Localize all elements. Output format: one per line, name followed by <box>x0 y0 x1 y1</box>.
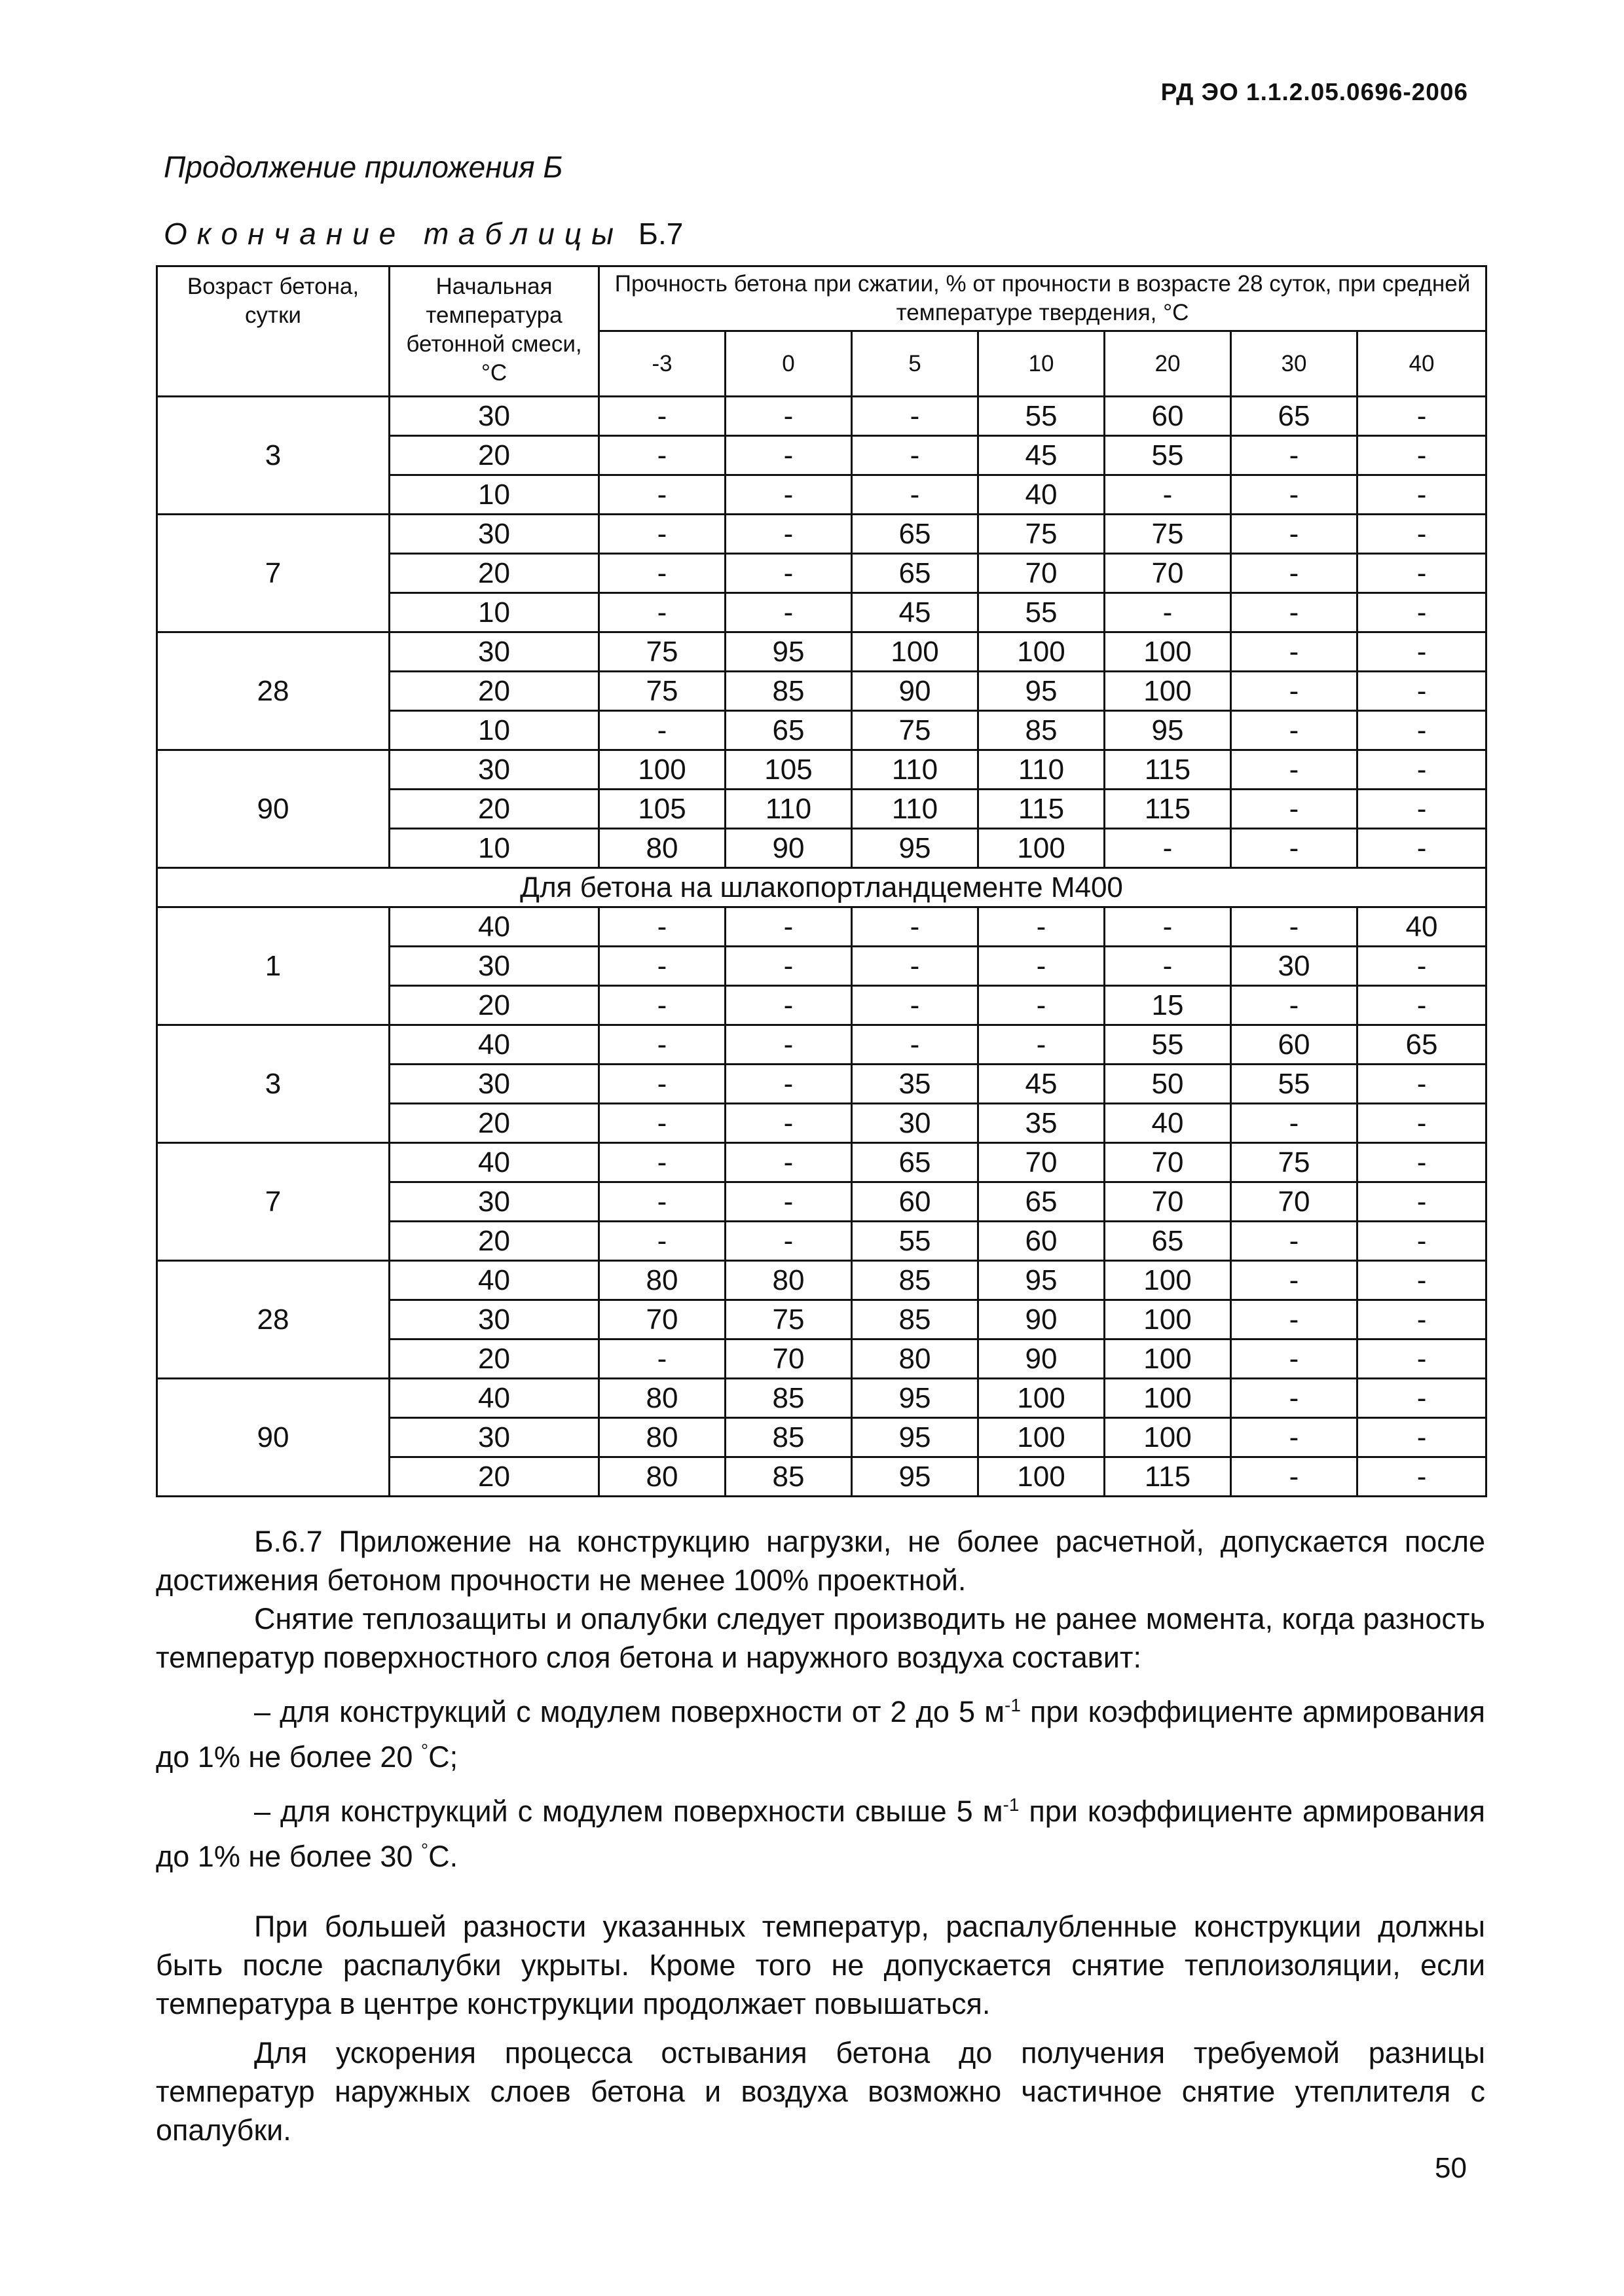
strength-cell: 95 <box>726 632 852 672</box>
strength-cell: 105 <box>599 790 726 829</box>
strength-cell: 85 <box>978 711 1105 750</box>
strength-cell: - <box>1357 1182 1486 1222</box>
initial-temp-cell: 30 <box>390 1182 599 1222</box>
strength-cell: - <box>1357 750 1486 790</box>
header-temp-6: 40 <box>1357 331 1486 397</box>
strength-cell: - <box>599 475 726 515</box>
strength-cell: 40 <box>1357 907 1486 947</box>
strength-cell: 85 <box>852 1300 978 1339</box>
strength-cell: - <box>1231 790 1357 829</box>
strength-cell: - <box>1231 750 1357 790</box>
strength-cell: - <box>726 554 852 593</box>
strength-cell: - <box>599 711 726 750</box>
age-cell: 3 <box>157 397 390 515</box>
strength-cell: - <box>599 1143 726 1182</box>
strength-cell: - <box>599 1104 726 1143</box>
strength-cell: - <box>1231 711 1357 750</box>
strength-cell: - <box>1357 986 1486 1025</box>
strength-cell: - <box>726 907 852 947</box>
strength-cell: - <box>852 475 978 515</box>
initial-temp-cell: 10 <box>390 829 599 868</box>
strength-cell: 40 <box>1105 1104 1231 1143</box>
initial-temp-cell: 40 <box>390 1025 599 1065</box>
strength-cell: - <box>1231 1300 1357 1339</box>
strength-cell: 100 <box>1105 1418 1231 1457</box>
table-row <box>157 1143 1486 1182</box>
initial-temp-cell: 30 <box>390 515 599 554</box>
strength-cell: - <box>1231 1418 1357 1457</box>
document-code: РД ЭО 1.1.2.05.0696-2006 <box>1160 79 1468 105</box>
initial-temp-cell: 40 <box>390 907 599 947</box>
strength-cell: - <box>978 986 1105 1025</box>
strength-cell: - <box>599 436 726 475</box>
strength-cell: 60 <box>1231 1025 1357 1065</box>
strength-cell: - <box>726 436 852 475</box>
strength-cell: 75 <box>726 1300 852 1339</box>
strength-cell: 65 <box>1357 1025 1486 1065</box>
strength-cell: - <box>726 515 852 554</box>
strength-cell: - <box>1231 515 1357 554</box>
strength-cell: - <box>1357 593 1486 632</box>
strength-cell: 70 <box>1105 554 1231 593</box>
strength-cell: 40 <box>978 475 1105 515</box>
initial-temp-cell: 10 <box>390 475 599 515</box>
paragraph-text: при коэффициенте армирования до 1% не более 20 <box>156 1695 1485 1774</box>
strength-cell: 80 <box>599 1261 726 1300</box>
strength-cell: 50 <box>1105 1065 1231 1104</box>
table-row <box>157 907 1486 947</box>
strength-cell: - <box>726 1182 852 1222</box>
paragraph-text: С. <box>428 1840 458 1873</box>
strength-cell: - <box>1231 829 1357 868</box>
strength-cell: 80 <box>599 1418 726 1457</box>
strength-cell: - <box>599 1339 726 1379</box>
strength-cell: 65 <box>726 711 852 750</box>
strength-cell: 70 <box>1105 1143 1231 1182</box>
strength-cell: 75 <box>1231 1143 1357 1182</box>
paragraph-text: при коэффициенте армирования до 1% не более 30 <box>156 1795 1485 1873</box>
initial-temp-cell: 20 <box>390 1457 599 1497</box>
strength-cell: - <box>726 397 852 436</box>
initial-temp-cell: 20 <box>390 986 599 1025</box>
strength-cell: 80 <box>726 1261 852 1300</box>
initial-temp-cell: 30 <box>390 632 599 672</box>
strength-cell: - <box>726 947 852 986</box>
initial-temp-cell: 20 <box>390 1222 599 1261</box>
strength-cell: 95 <box>978 672 1105 711</box>
strength-cell: 100 <box>1105 672 1231 711</box>
initial-temp-cell: 20 <box>390 790 599 829</box>
initial-temp-cell: 20 <box>390 1104 599 1143</box>
strength-cell: 90 <box>726 829 852 868</box>
strength-cell: 85 <box>726 1418 852 1457</box>
strength-cell: - <box>1357 1143 1486 1182</box>
strength-cell: - <box>599 907 726 947</box>
strength-cell: - <box>1231 1261 1357 1300</box>
initial-temp-cell: 30 <box>390 397 599 436</box>
paragraph: При большей разности указанных температур, распалубленные конструкции должны быть после распалубки укрыты. Кроме того не допускается снятие теплоизоляции, если температура в центре конструкции продолжает повышаться. <box>156 1910 1485 2020</box>
strength-cell: - <box>1231 475 1357 515</box>
header-strength: Прочность бетона при сжатии, % от прочности в возрасте 28 суток, при средней температуре твердения, °С <box>599 266 1486 331</box>
age-cell: 28 <box>157 632 390 750</box>
age-cell: 3 <box>157 1025 390 1143</box>
header-age: Возраст бетона, сутки <box>157 266 390 397</box>
strength-cell: 100 <box>599 750 726 790</box>
strength-cell: 100 <box>1105 1261 1231 1300</box>
strength-cell: - <box>726 1025 852 1065</box>
strength-cell: 95 <box>852 1418 978 1457</box>
degree-sign: ° <box>420 1840 429 1860</box>
strength-cell: - <box>1357 947 1486 986</box>
header-temp-1: 0 <box>726 331 852 397</box>
initial-temp-cell: 20 <box>390 436 599 475</box>
superscript: -1 <box>1005 1695 1021 1715</box>
strength-cell: 70 <box>978 554 1105 593</box>
strength-cell: - <box>1357 397 1486 436</box>
paragraph-text: – для конструкций с модулем поверхности от 2 до 5 м <box>254 1695 1005 1728</box>
strength-cell: 45 <box>978 436 1105 475</box>
initial-temp-cell: 10 <box>390 593 599 632</box>
strength-cell: - <box>1357 672 1486 711</box>
strength-cell: 80 <box>599 829 726 868</box>
strength-cell: 70 <box>978 1143 1105 1182</box>
strength-cell: - <box>599 554 726 593</box>
strength-cell: - <box>1357 1457 1486 1497</box>
strength-cell: 100 <box>978 829 1105 868</box>
header-initial-temp: Начальная температура бетонной смеси, °С <box>390 266 599 397</box>
strength-cell: 90 <box>978 1300 1105 1339</box>
strength-cell: 75 <box>599 632 726 672</box>
strength-cell: - <box>599 397 726 436</box>
strength-cell: 75 <box>599 672 726 711</box>
table-row <box>157 1379 1486 1418</box>
strength-cell: - <box>1357 554 1486 593</box>
table-row <box>157 515 1486 554</box>
strength-cell: - <box>1357 632 1486 672</box>
strength-cell: 80 <box>599 1457 726 1497</box>
strength-cell: - <box>599 515 726 554</box>
strength-cell: - <box>599 1025 726 1065</box>
section-title: Для бетона на шлакопортландцементе М400 <box>157 868 1486 907</box>
age-cell: 7 <box>157 1143 390 1261</box>
header-temp-2: 5 <box>852 331 978 397</box>
age-cell: 28 <box>157 1261 390 1379</box>
strength-cell: - <box>1231 1339 1357 1379</box>
strength-cell: 115 <box>978 790 1105 829</box>
strength-cell: - <box>726 1104 852 1143</box>
table-row <box>157 1261 1486 1300</box>
paragraph: Снятие теплозащиты и опалубки следует производить не ранее момента, когда разность температур поверхностного слоя бетона и наружного воздуха составит: <box>156 1602 1485 1674</box>
strength-cell: 95 <box>1105 711 1231 750</box>
strength-cell: - <box>852 986 978 1025</box>
paragraph <box>156 1686 1485 1776</box>
strength-cell: 30 <box>1231 947 1357 986</box>
section-row <box>157 868 1486 907</box>
initial-temp-cell: 30 <box>390 947 599 986</box>
strength-cell: - <box>599 986 726 1025</box>
strength-cell: - <box>1105 947 1231 986</box>
strength-cell: 30 <box>852 1104 978 1143</box>
strength-cell: 75 <box>852 711 978 750</box>
strength-cell: 65 <box>1105 1222 1231 1261</box>
initial-temp-cell: 10 <box>390 711 599 750</box>
strength-cell: - <box>1231 1457 1357 1497</box>
strength-cell: 100 <box>852 632 978 672</box>
strength-cell: - <box>852 1025 978 1065</box>
strength-cell: 55 <box>1231 1065 1357 1104</box>
strength-cell: - <box>1357 1065 1486 1104</box>
strength-cell: 115 <box>1105 790 1231 829</box>
degree-sign: ° <box>420 1740 429 1760</box>
strength-cell: 95 <box>852 829 978 868</box>
strength-cell: 100 <box>1105 632 1231 672</box>
strength-cell: - <box>1105 475 1231 515</box>
initial-temp-cell: 30 <box>390 1300 599 1339</box>
age-cell: 1 <box>157 907 390 1025</box>
strength-cell: - <box>1105 829 1231 868</box>
strength-cell: 70 <box>726 1339 852 1379</box>
strength-cell: 95 <box>978 1261 1105 1300</box>
strength-cell: - <box>726 986 852 1025</box>
age-cell: 90 <box>157 750 390 868</box>
strength-cell: 75 <box>1105 515 1231 554</box>
strength-cell: - <box>1357 829 1486 868</box>
strength-cell: - <box>726 475 852 515</box>
strength-cell: 45 <box>978 1065 1105 1104</box>
strength-cell: 110 <box>852 750 978 790</box>
strength-cell: - <box>726 593 852 632</box>
strength-cell: 60 <box>978 1222 1105 1261</box>
strength-cell: - <box>1357 1104 1486 1143</box>
strength-cell: 65 <box>852 554 978 593</box>
strength-cell: 65 <box>852 515 978 554</box>
strength-cell: 15 <box>1105 986 1231 1025</box>
strength-cell: 95 <box>852 1457 978 1497</box>
initial-temp-cell: 30 <box>390 1065 599 1104</box>
age-cell: 90 <box>157 1379 390 1497</box>
table-caption-number: Б.7 <box>638 217 684 251</box>
strength-cell: - <box>726 1143 852 1182</box>
body-text <box>156 1522 1485 2149</box>
strength-cell: 100 <box>978 1379 1105 1418</box>
page-number: 50 <box>1435 2152 1467 2184</box>
paragraph <box>156 1785 1485 1876</box>
strength-cell: 110 <box>726 790 852 829</box>
strength-cell: - <box>1231 632 1357 672</box>
strength-cell: - <box>1357 1379 1486 1418</box>
strength-cell: 75 <box>978 515 1105 554</box>
strength-cell: - <box>1231 436 1357 475</box>
strength-cell: 95 <box>852 1379 978 1418</box>
strength-cell: 55 <box>1105 436 1231 475</box>
strength-cell: - <box>1105 907 1231 947</box>
strength-cell: 100 <box>978 1457 1105 1497</box>
strength-cell: 70 <box>1231 1182 1357 1222</box>
strength-cell: - <box>1231 554 1357 593</box>
strength-cell: 100 <box>1105 1300 1231 1339</box>
strength-cell: 35 <box>978 1104 1105 1143</box>
table-caption-text: Окончание таблицы <box>164 217 623 251</box>
strength-cell: 60 <box>1105 397 1231 436</box>
initial-temp-cell: 40 <box>390 1379 599 1418</box>
strength-cell: 100 <box>978 1418 1105 1457</box>
strength-cell: - <box>1357 436 1486 475</box>
strength-cell: - <box>599 947 726 986</box>
strength-cell: 110 <box>852 790 978 829</box>
table-row <box>157 397 1486 436</box>
strength-cell: 65 <box>1231 397 1357 436</box>
strength-cell: 105 <box>726 750 852 790</box>
strength-cell: 100 <box>1105 1379 1231 1418</box>
paragraph: Б.6.7 Приложение на конструкцию нагрузки, не более расчетной, допускается после достижения бетоном прочности не менее 100% проектной. <box>156 1525 1485 1597</box>
strength-cell: 90 <box>852 672 978 711</box>
strength-cell: - <box>1231 593 1357 632</box>
table-row <box>157 1025 1486 1065</box>
strength-cell: 115 <box>1105 750 1231 790</box>
strength-cell: 90 <box>978 1339 1105 1379</box>
continuation-title: Продолжение приложения Б <box>164 150 563 184</box>
strength-cell: - <box>1357 790 1486 829</box>
strength-cell: - <box>1231 1104 1357 1143</box>
strength-cell: 65 <box>852 1143 978 1182</box>
strength-cell: 80 <box>599 1379 726 1418</box>
strength-cell: 70 <box>1105 1182 1231 1222</box>
strength-cell: - <box>852 397 978 436</box>
strength-cell: 110 <box>978 750 1105 790</box>
strength-cell: - <box>1357 1418 1486 1457</box>
strength-cell: - <box>1357 711 1486 750</box>
age-cell: 7 <box>157 515 390 632</box>
initial-temp-cell: 30 <box>390 1418 599 1457</box>
strength-cell: 45 <box>852 593 978 632</box>
initial-temp-cell: 30 <box>390 750 599 790</box>
initial-temp-cell: 40 <box>390 1143 599 1182</box>
strength-cell: 85 <box>726 1379 852 1418</box>
paragraph: Для ускорения процесса остывания бетона до получения требуемой разницы температур наружных слоев бетона и воздуха возможно частичное снятие утеплителя с опалубки. <box>156 2036 1485 2147</box>
header-temp-3: 10 <box>978 331 1105 397</box>
table-caption <box>164 216 683 251</box>
strength-cell: - <box>978 1025 1105 1065</box>
strength-cell: - <box>1231 907 1357 947</box>
strength-cell: - <box>1357 515 1486 554</box>
strength-cell: 80 <box>852 1339 978 1379</box>
table-row <box>157 750 1486 790</box>
strength-cell: - <box>726 1222 852 1261</box>
strength-cell: 55 <box>1105 1025 1231 1065</box>
paragraph-text: – для конструкций с модулем поверхности свыше 5 м <box>254 1795 1003 1828</box>
strength-cell: 55 <box>978 593 1105 632</box>
strength-cell: 115 <box>1105 1457 1231 1497</box>
strength-cell: - <box>1231 1222 1357 1261</box>
initial-temp-cell: 20 <box>390 1339 599 1379</box>
initial-temp-cell: 20 <box>390 554 599 593</box>
strength-cell: 60 <box>852 1182 978 1222</box>
strength-cell: 100 <box>1105 1339 1231 1379</box>
strength-cell: - <box>1231 672 1357 711</box>
strength-cell: - <box>852 436 978 475</box>
strength-cell: - <box>852 907 978 947</box>
initial-temp-cell: 40 <box>390 1261 599 1300</box>
strength-cell: 65 <box>978 1182 1105 1222</box>
strength-cell: 100 <box>978 632 1105 672</box>
strength-cell: - <box>1357 1339 1486 1379</box>
strength-cell: 85 <box>726 672 852 711</box>
header-temp-0: -3 <box>599 331 726 397</box>
strength-cell: - <box>1231 986 1357 1025</box>
strength-cell: 35 <box>852 1065 978 1104</box>
header-temp-4: 20 <box>1105 331 1231 397</box>
strength-cell: 55 <box>852 1222 978 1261</box>
strength-cell: - <box>599 1182 726 1222</box>
table-row <box>157 632 1486 672</box>
strength-cell: 70 <box>599 1300 726 1339</box>
strength-cell: - <box>599 1065 726 1104</box>
strength-cell: 85 <box>852 1261 978 1300</box>
strength-cell: - <box>852 947 978 986</box>
strength-cell: - <box>978 947 1105 986</box>
initial-temp-cell: 20 <box>390 672 599 711</box>
strength-table <box>156 265 1487 1497</box>
strength-cell: 55 <box>978 397 1105 436</box>
strength-cell: - <box>1105 593 1231 632</box>
header-temp-5: 30 <box>1231 331 1357 397</box>
strength-cell: - <box>726 1065 852 1104</box>
strength-cell: - <box>1357 475 1486 515</box>
strength-cell: - <box>599 593 726 632</box>
strength-cell: - <box>599 1222 726 1261</box>
strength-cell: - <box>1357 1261 1486 1300</box>
strength-cell: - <box>1231 1379 1357 1418</box>
strength-cell: 85 <box>726 1457 852 1497</box>
strength-cell: - <box>978 907 1105 947</box>
strength-cell: - <box>1357 1222 1486 1261</box>
strength-cell: - <box>1357 1300 1486 1339</box>
superscript: -1 <box>1003 1795 1020 1815</box>
paragraph-text: С; <box>428 1740 458 1774</box>
